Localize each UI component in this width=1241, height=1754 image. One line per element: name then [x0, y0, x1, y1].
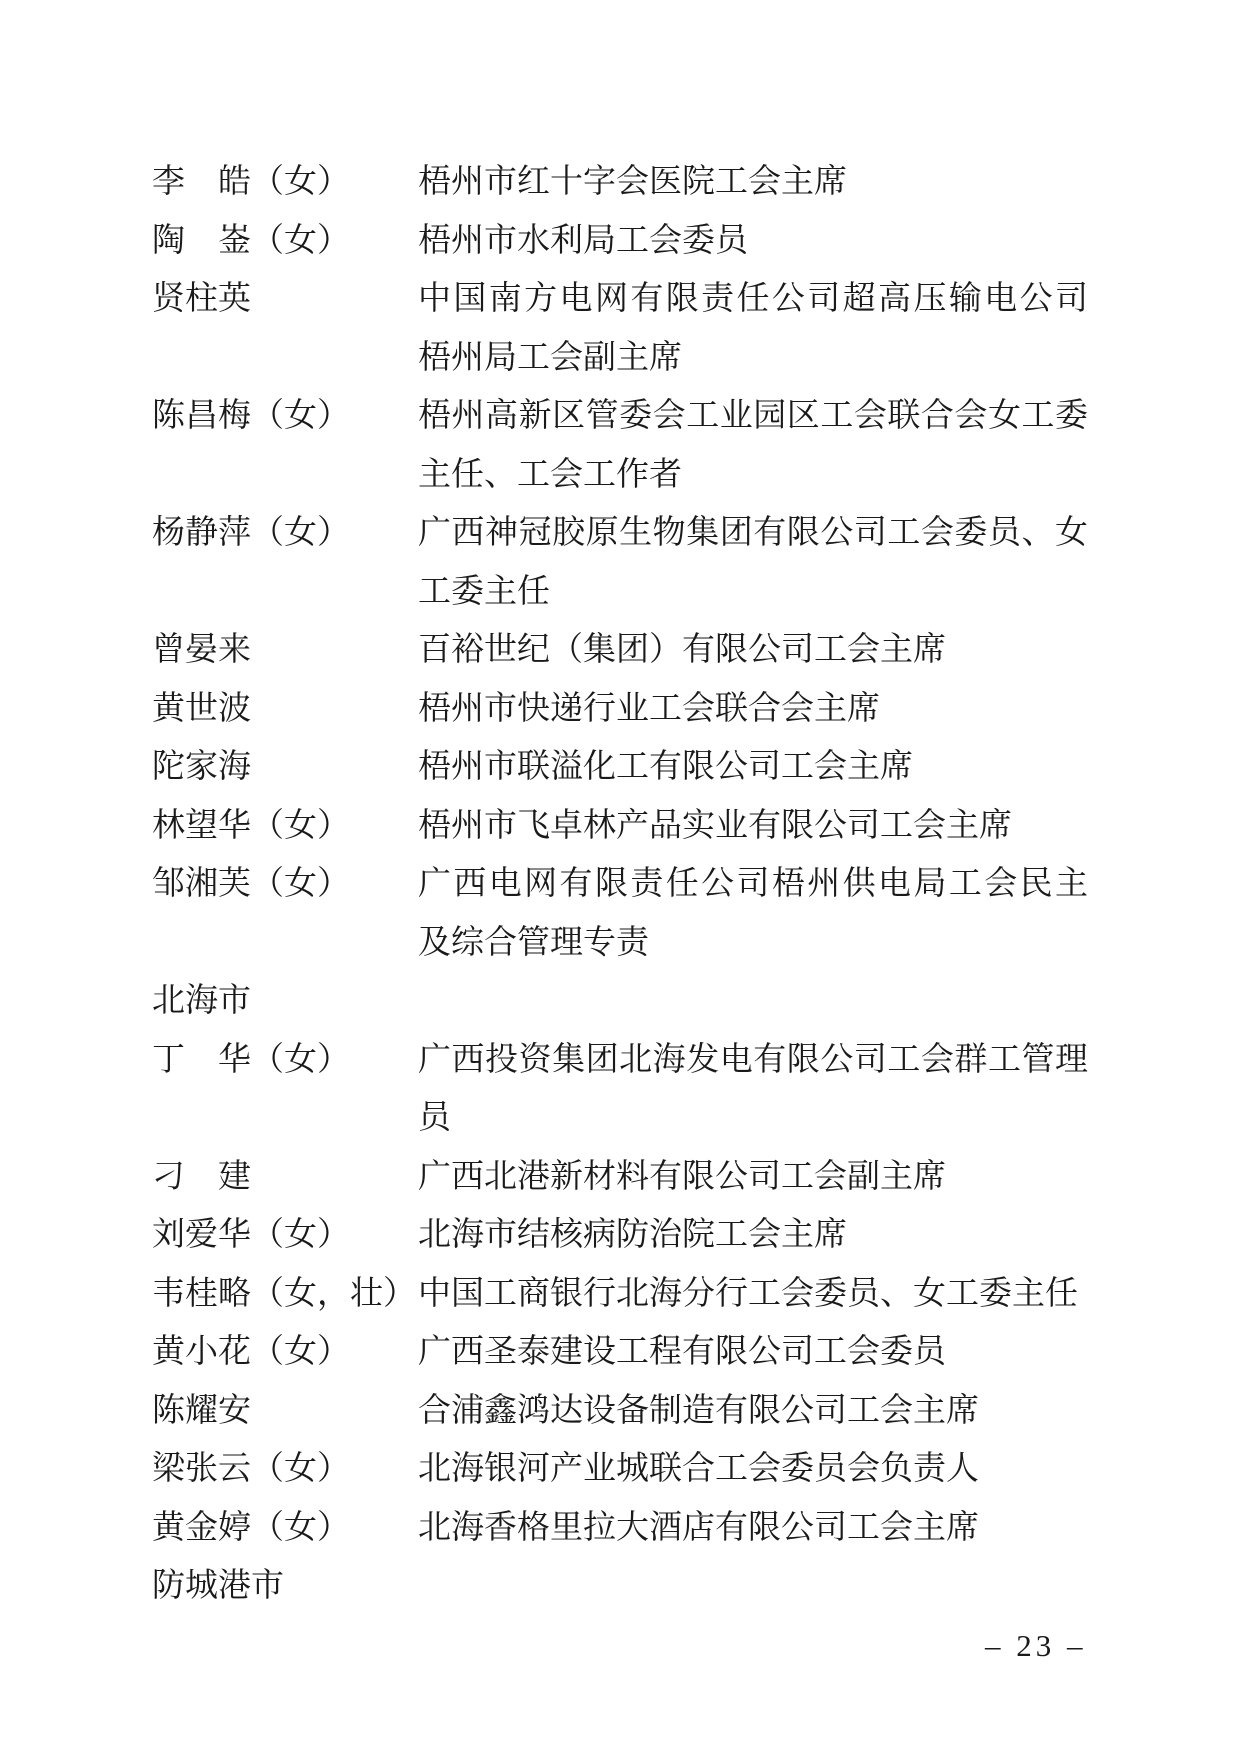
roster-row [152, 1206, 1089, 1265]
roster-row [152, 738, 1089, 797]
position-line: 北海市结核病防治院工会主席 [418, 1217, 847, 1253]
position-line: 梧州市快递行业工会联合会主席 [418, 690, 880, 727]
roster-row [152, 1382, 1089, 1441]
person-position [418, 212, 1089, 271]
position-line: 广西圣泰建设工程有限公司工会委员 [418, 1334, 946, 1370]
person-name: 梁张云（女） [152, 1451, 350, 1487]
person-position [418, 1382, 1089, 1441]
person-name: 邹湘芙（女） [152, 866, 350, 902]
roster-row [152, 1031, 1089, 1148]
person-position [418, 387, 1089, 504]
person-position [418, 1265, 1089, 1324]
person-name: 黄金婷（女） [152, 1509, 350, 1546]
roster-row [152, 855, 1089, 972]
position-line: 百裕世纪（集团）有限公司工会主席 [418, 632, 946, 668]
person-name: 陈昌梅（女） [152, 398, 350, 434]
person-position [418, 680, 1089, 739]
position-line: 广西电网有限责任公司梧州供电局工会民主 [418, 866, 1088, 902]
person-position [418, 1148, 1089, 1207]
position-line: 梧州高新区管委会工业园区工会联合会女工委 [418, 398, 1088, 434]
city-section-header [152, 972, 1089, 1031]
person-name: 刘爱华（女） [152, 1217, 350, 1253]
person-name: 曾晏来 [152, 632, 251, 668]
roster-row [152, 1499, 1089, 1558]
person-name: 黄世波 [152, 690, 251, 727]
city-section-header [152, 1557, 1089, 1616]
position-line: 工委主任 [418, 573, 550, 610]
roster-row [152, 680, 1089, 739]
person-name: 刁 建 [152, 1158, 251, 1195]
person-name: 陀家海 [152, 749, 251, 785]
position-line: 梧州市水利局工会委员 [418, 222, 748, 259]
roster-row [152, 212, 1089, 271]
city-name: 防城港市 [152, 1568, 284, 1604]
position-line: 梧州市飞卓林产品实业有限公司工会主席 [418, 807, 1012, 844]
person-name: 李 皓（女） [152, 164, 350, 200]
person-position [418, 855, 1089, 972]
person-name: 陈耀安 [152, 1392, 251, 1429]
person-name: 贤柱英 [152, 281, 251, 317]
person-name: 丁 华（女） [152, 1041, 350, 1078]
person-position [418, 797, 1089, 856]
person-position [418, 621, 1089, 680]
position-line: 梧州市联溢化工有限公司工会主席 [418, 749, 913, 785]
position-line: 中国工商银行北海分行工会委员、女工委主任 [418, 1275, 1078, 1312]
person-name: 林望华（女） [152, 807, 350, 844]
person-name: 杨静萍（女） [152, 515, 350, 551]
roster-row [152, 621, 1089, 680]
person-position [418, 1323, 1089, 1382]
position-line: 及综合管理专责 [418, 924, 649, 961]
roster-row [152, 1440, 1089, 1499]
roster-row [152, 153, 1089, 212]
position-line: 梧州局工会副主席 [418, 339, 682, 376]
person-position [418, 1031, 1089, 1148]
position-line: 北海银河产业城联合工会委员会负责人 [418, 1451, 979, 1487]
roster-list [152, 153, 1089, 1616]
roster-row [152, 270, 1089, 387]
person-name: 黄小花（女） [152, 1334, 350, 1370]
person-position [418, 738, 1089, 797]
person-position [418, 1499, 1089, 1558]
person-position [418, 504, 1089, 621]
position-line: 主任、工会工作者 [418, 456, 682, 493]
position-line: 广西神冠胶原生物集团有限公司工会委员、女 [418, 515, 1088, 551]
page-number: – 23 – [985, 1628, 1087, 1663]
person-position [418, 1440, 1089, 1499]
position-line: 梧州市红十字会医院工会主席 [418, 164, 847, 200]
roster-row [152, 1323, 1089, 1382]
position-line: 北海香格里拉大酒店有限公司工会主席 [418, 1509, 979, 1546]
person-name: 陶 崟（女） [152, 222, 350, 259]
position-line: 员 [418, 1100, 451, 1136]
position-line: 中国南方电网有限责任公司超高压输电公司 [418, 281, 1088, 317]
roster-row [152, 1265, 1089, 1324]
position-line: 广西北港新材料有限公司工会副主席 [418, 1158, 946, 1195]
person-position [418, 153, 1089, 212]
person-name: 韦桂略（女，壮） [152, 1275, 416, 1312]
roster-row [152, 1148, 1089, 1207]
person-position [418, 1206, 1089, 1265]
roster-row [152, 504, 1089, 621]
city-name: 北海市 [152, 983, 251, 1019]
position-line: 合浦鑫鸿达设备制造有限公司工会主席 [418, 1392, 979, 1429]
person-position [418, 270, 1089, 387]
roster-row [152, 387, 1089, 504]
roster-row [152, 797, 1089, 856]
position-line: 广西投资集团北海发电有限公司工会群工管理 [418, 1041, 1088, 1078]
